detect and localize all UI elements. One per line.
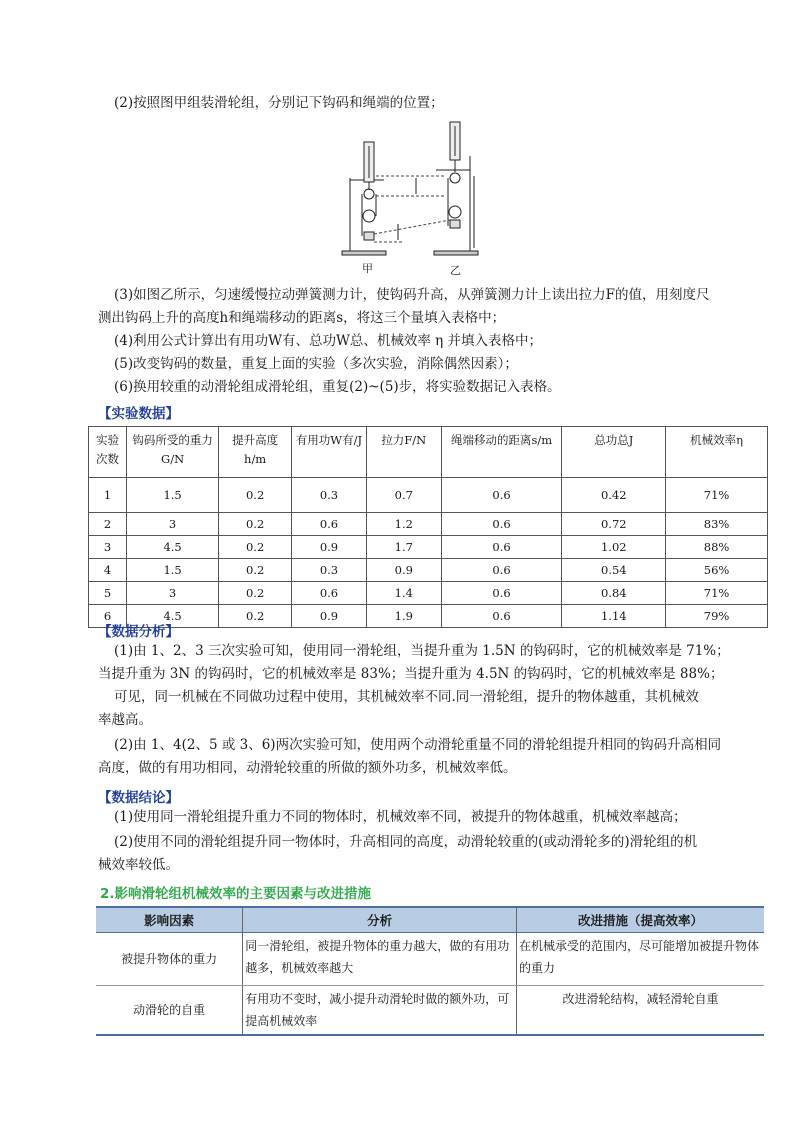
step-5-text: (5)改变钩码的数量，重复上面的实验（多次实验，消除偶然因素）；: [114, 356, 518, 372]
table-cell: 0.9: [292, 605, 367, 628]
measure-cell: 在机械承受的范围内，尽可能增加被提升物体的重力: [516, 933, 764, 986]
step-2-text: (2)按照图甲组装滑轮组，分别记下钩码和绳端的位置；: [114, 95, 444, 111]
table-cell: 0.2: [219, 536, 292, 559]
analysis-cell: 同一滑轮组，被提升物体的重力越大，做的有用功越多，机械效率越大: [243, 933, 517, 986]
analysis-line-2: 当提升重为 3N 的钩码时，它的机械效率是 83%；当提升重为 4.5N 的钩码时，它的机械效率是 88%；: [98, 666, 724, 682]
table-row: [96, 986, 764, 1036]
col-header-force: 拉力F/N: [366, 427, 441, 478]
table-cell: 2: [89, 513, 127, 536]
col-header-weight: 钩码所受的重力G/N: [127, 427, 219, 478]
data-conclusion-heading: 【数据结论】: [98, 790, 179, 806]
col-header-useful-work: 有用功W有/J: [292, 427, 367, 478]
factors-header-row: [96, 907, 764, 933]
analysis-cell: 有用功不变时，减小提升动滑轮时做的额外功，可提高机械效率: [243, 986, 517, 1036]
factors-table: [96, 906, 764, 1036]
table-cell: 5: [89, 582, 127, 605]
data-analysis-heading: 【数据分析】: [98, 624, 179, 640]
table-cell: 0.6: [441, 582, 562, 605]
table-row: [89, 478, 768, 513]
section-2-title: 2.影响滑轮组机械效率的主要因素与改进措施: [100, 886, 372, 902]
table-cell: 1.5: [127, 478, 219, 513]
table-cell: 3: [127, 582, 219, 605]
weight-jia: [364, 232, 374, 240]
table-cell: 3: [127, 513, 219, 536]
table-cell: 0.54: [562, 559, 666, 582]
table-cell: 0.9: [292, 536, 367, 559]
conclusion-line-1: (1)使用同一滑轮组提升重力不同的物体时，机械效率不同，被提升的物体越重，机械效率越高；: [114, 809, 687, 825]
table-row: [89, 513, 768, 536]
table-cell: 0.84: [562, 582, 666, 605]
table-cell: 1.02: [562, 536, 666, 559]
experiment-data-table: [88, 426, 768, 628]
table-header-row: [89, 427, 768, 478]
table-cell: 0.6: [441, 559, 562, 582]
step-3-line-1: (3)如图乙所示，匀速缓慢拉动弹簧测力计，使钩码升高，从弹簧测力计上读出拉力F的值，用刻度尺: [114, 287, 710, 303]
col-header-distance: 绳端移动的距离s/m: [441, 427, 562, 478]
table-cell: 0.2: [219, 513, 292, 536]
table-cell: 1.14: [562, 605, 666, 628]
table-cell: 4: [89, 559, 127, 582]
measure-cell: 改进滑轮结构，减轻滑轮自重: [516, 986, 764, 1036]
factor-cell: 被提升物体的重力: [96, 933, 243, 986]
table-cell: 6: [89, 605, 127, 628]
table-cell: 0.6: [441, 478, 562, 513]
conclusion-line-2: (2)使用不同的滑轮组提升同一物体时，升高相同的高度，动滑轮较重的(或动滑轮多的)滑轮组的机: [114, 834, 698, 850]
factor-cell: 动滑轮的自重: [96, 986, 243, 1036]
table-cell: 0.6: [292, 513, 367, 536]
factors-header-measures: 改进措施（提高效率）: [516, 907, 764, 933]
table-cell: 0.3: [292, 478, 367, 513]
factors-header-analysis: 分析: [243, 907, 517, 933]
analysis-line-1: (1)由 1、2、3 三次实验可知，使用同一滑轮组，当提升重为 1.5N 的钩码时，它的机械效率是 71%；: [114, 643, 730, 659]
factors-header-factor: 影响因素: [96, 907, 243, 933]
analysis-line-5: (2)由 1、4(2、5 或 3、6)两次实验可知，使用两个动滑轮重量不同的滑轮组提升相同的钩码升高相同: [114, 737, 722, 753]
table-cell: 0.7: [366, 478, 441, 513]
table-row: [89, 536, 768, 559]
table-cell: 1.9: [366, 605, 441, 628]
table-cell: 0.42: [562, 478, 666, 513]
analysis-line-3: 可见，同一机械在不同做功过程中使用，其机械效率不同.同一滑轮组，提升的物体越重，其机械效: [114, 689, 699, 705]
table-cell: 0.6: [441, 605, 562, 628]
table-cell: 0.6: [441, 513, 562, 536]
weight-yi: [450, 220, 460, 228]
table-cell: 0.2: [219, 559, 292, 582]
table-cell: 0.72: [562, 513, 666, 536]
table-row: [89, 605, 768, 628]
pulley-apparatus-figure: [336, 116, 486, 276]
col-header-efficiency: 机械效率η: [666, 427, 768, 478]
step-4-text: (4)利用公式计算出有用功W有、总功W总、机械效率 η 并填入表格中；: [114, 333, 543, 349]
table-cell: 3: [89, 536, 127, 559]
table-row: [89, 559, 768, 582]
conclusion-line-3: 械效率较低。: [98, 857, 179, 873]
stand-base-jia: [342, 251, 386, 255]
analysis-line-6: 高度，做的有用功相同，动滑轮较重的所做的额外功多，机械效率低。: [98, 760, 517, 776]
experiment-data-heading: 【实验数据】: [98, 406, 179, 422]
table-cell: 88%: [666, 536, 768, 559]
table-cell: 56%: [666, 559, 768, 582]
table-cell: 1.2: [366, 513, 441, 536]
table-cell: 4.5: [127, 605, 219, 628]
step-6-text: (6)换用较重的动滑轮组成滑轮组，重复(2)~(5)步，将实验数据记入表格。: [114, 379, 561, 395]
table-cell: 1: [89, 478, 127, 513]
table-cell: 1.5: [127, 559, 219, 582]
col-header-trial: 实验次数: [89, 427, 127, 478]
table-cell: 71%: [666, 478, 768, 513]
table-row: [89, 582, 768, 605]
figure-label-yi: 乙: [450, 264, 461, 276]
table-cell: 1.7: [366, 536, 441, 559]
table-cell: 0.2: [219, 605, 292, 628]
table-row: [96, 933, 764, 986]
figure-label-jia: 甲: [362, 262, 373, 275]
table-cell: 83%: [666, 513, 768, 536]
col-header-total-work: 总功总J: [562, 427, 666, 478]
stand-base-yi: [434, 251, 478, 255]
table-cell: 0.3: [292, 559, 367, 582]
table-cell: 4.5: [127, 536, 219, 559]
analysis-line-4: 率越高。: [98, 712, 152, 728]
table-cell: 1.4: [366, 582, 441, 605]
step-3-line-2: 测出钩码上升的高度h和绳端移动的距离s，将这三个量填入表格中；: [98, 310, 506, 326]
table-cell: 0.2: [219, 478, 292, 513]
table-cell: 79%: [666, 605, 768, 628]
col-header-height: 提升高度h/m: [219, 427, 292, 478]
table-cell: 0.2: [219, 582, 292, 605]
table-cell: 0.9: [366, 559, 441, 582]
table-cell: 0.6: [441, 536, 562, 559]
table-cell: 71%: [666, 582, 768, 605]
table-cell: 0.6: [292, 582, 367, 605]
